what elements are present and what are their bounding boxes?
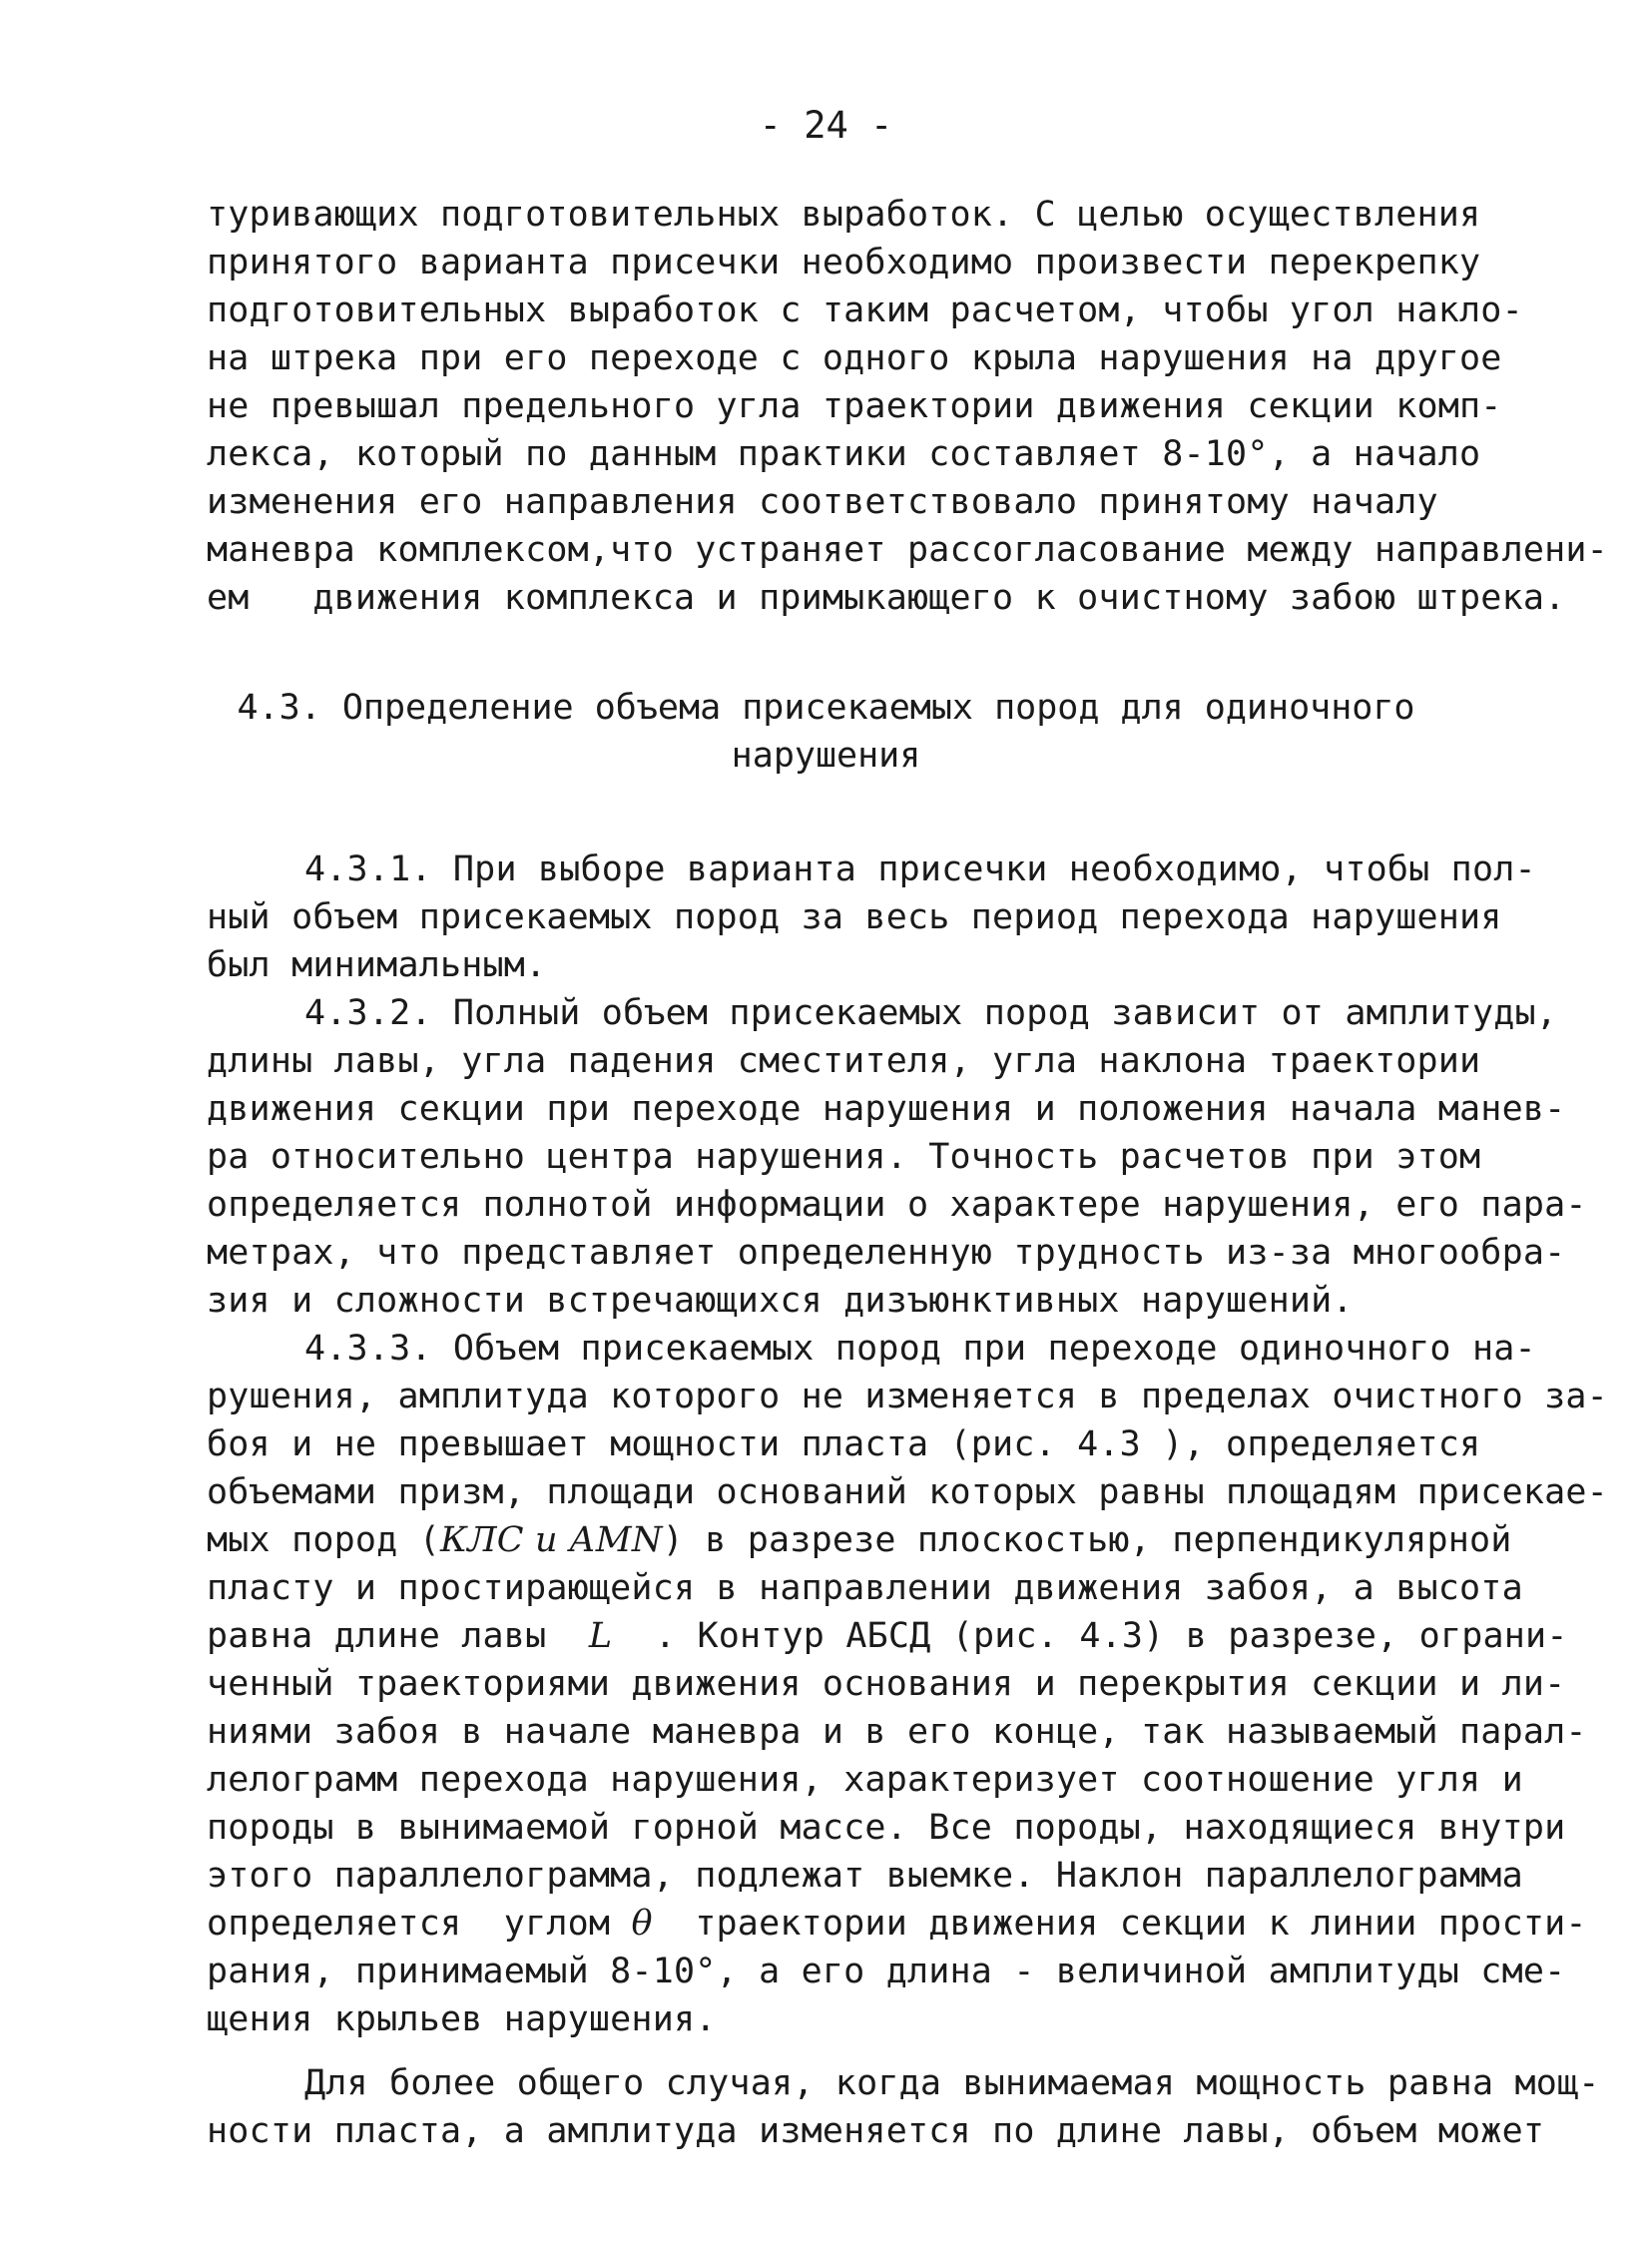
text-line: этого параллелограмма, подлежат выемке. Наклон параллелограмма <box>207 1856 1523 1896</box>
handwritten-symbol: θ <box>631 1904 653 1944</box>
text-line: щения крыльев нарушения. <box>207 1999 717 2039</box>
text-line: 4.3.3. Объем присекаемых пород при переходе одиночного на- <box>304 1329 1536 1369</box>
text-line-with-symbols <box>207 1516 1512 1564</box>
handwritten-symbol: L <box>588 1616 613 1656</box>
text-line: ниями забоя в начале маневра и в его конце, так называемый парал- <box>207 1712 1587 1752</box>
text-line: ра относительно центра нарушения. Точность расчетов при этом <box>207 1137 1481 1177</box>
handwritten-symbol: и <box>523 1520 570 1560</box>
handwritten-symbol: АMN <box>569 1520 663 1560</box>
text-line: рушения, амплитуда которого не изменяется в пределах очистного за- <box>207 1377 1608 1416</box>
text-fragment: определяется углом <box>207 1904 632 1944</box>
text-line: рания, принимаемый 8-10°, а его длина - величиной амплитуды сме- <box>207 1952 1566 1991</box>
section-heading: 4.3. Определение объема присекаемых пород для одиночного <box>237 688 1415 728</box>
text-line: лекса, который по данным практики составляет 8-10°, а начало <box>207 434 1481 474</box>
section-heading-continued: нарушения <box>731 736 921 776</box>
text-line: подготовительных выработок с таким расчетом, чтобы угол накло- <box>207 290 1523 330</box>
text-line: ности пласта, а амплитуда изменяется по длине лавы, объем может <box>207 2111 1545 2151</box>
text-line: изменения его направления соответствовало принятому началу <box>207 482 1438 522</box>
text-line-with-symbols <box>207 1612 1568 1660</box>
text-line: на штрека при его переходе с одного крыла нарушения на другое <box>207 338 1502 378</box>
text-line: лелограмм перехода нарушения, характеризует соотношение угля и <box>207 1760 1523 1800</box>
text-line: не превышал предельного угла траектории движения секции комп- <box>207 386 1502 426</box>
text-fragment: мых пород ( <box>207 1520 440 1560</box>
page-number: - 24 - <box>759 104 893 147</box>
text-line: боя и не превышает мощности пласта (рис. 4.3 ), определяется <box>207 1424 1481 1464</box>
text-line: длины лавы, угла падения сместителя, угла наклона траектории <box>207 1041 1481 1081</box>
text-line: метрах, что представляет определенную трудность из-за многообра- <box>207 1233 1566 1273</box>
text-fragment: равна длине лавы <box>207 1616 589 1656</box>
text-line: пласту и простирающейся в направлении движения забоя, а высота <box>207 1568 1523 1608</box>
text-fragment: ) в разрезе плоскостью, перпендикулярной <box>662 1520 1512 1560</box>
text-line: зия и сложности встречающихся дизъюнктивных нарушений. <box>207 1281 1354 1321</box>
text-line: ный объем присекаемых пород за весь период перехода нарушения <box>207 897 1502 937</box>
text-line: был минимальным. <box>207 945 547 985</box>
text-fragment: траектории движения секции к линии прости- <box>652 1904 1587 1944</box>
text-line: ченный траекториями движения основания и перекрытия секции и ли- <box>207 1664 1566 1704</box>
text-line: 4.3.2. Полный объем присекаемых пород зависит от амплитуды, <box>304 993 1558 1033</box>
text-line-with-symbols <box>207 1900 1587 1948</box>
text-line: маневра комплексом,что устраняет рассогласование между направлени- <box>207 530 1608 570</box>
text-line: принятого варианта присечки необходимо произвести перекрепку <box>207 243 1481 282</box>
handwritten-symbol: КЛС <box>440 1520 524 1560</box>
text-line: Для более общего случая, когда вынимаемая мощность равна мощ- <box>304 2063 1600 2103</box>
text-line: 4.3.1. При выборе варианта присечки необходимо, чтобы пол- <box>304 849 1536 889</box>
text-line: объемами призм, площади оснований которых равны площадям присекае- <box>207 1472 1608 1512</box>
text-fragment: . Контур АБСД (рис. 4.3) в разрезе, ограни- <box>612 1616 1568 1656</box>
text-line: породы в вынимаемой горной массе. Все породы, находящиеся внутри <box>207 1808 1566 1848</box>
text-line: ем движения комплекса и примыкающего к очистному забою штрека. <box>207 578 1566 618</box>
text-line: определяется полнотой информации о характере нарушения, его пара- <box>207 1185 1587 1225</box>
text-line: туривающих подготовительных выработок. С целью осуществления <box>207 195 1481 235</box>
text-line: движения секции при переходе нарушения и положения начала манев- <box>207 1089 1566 1129</box>
